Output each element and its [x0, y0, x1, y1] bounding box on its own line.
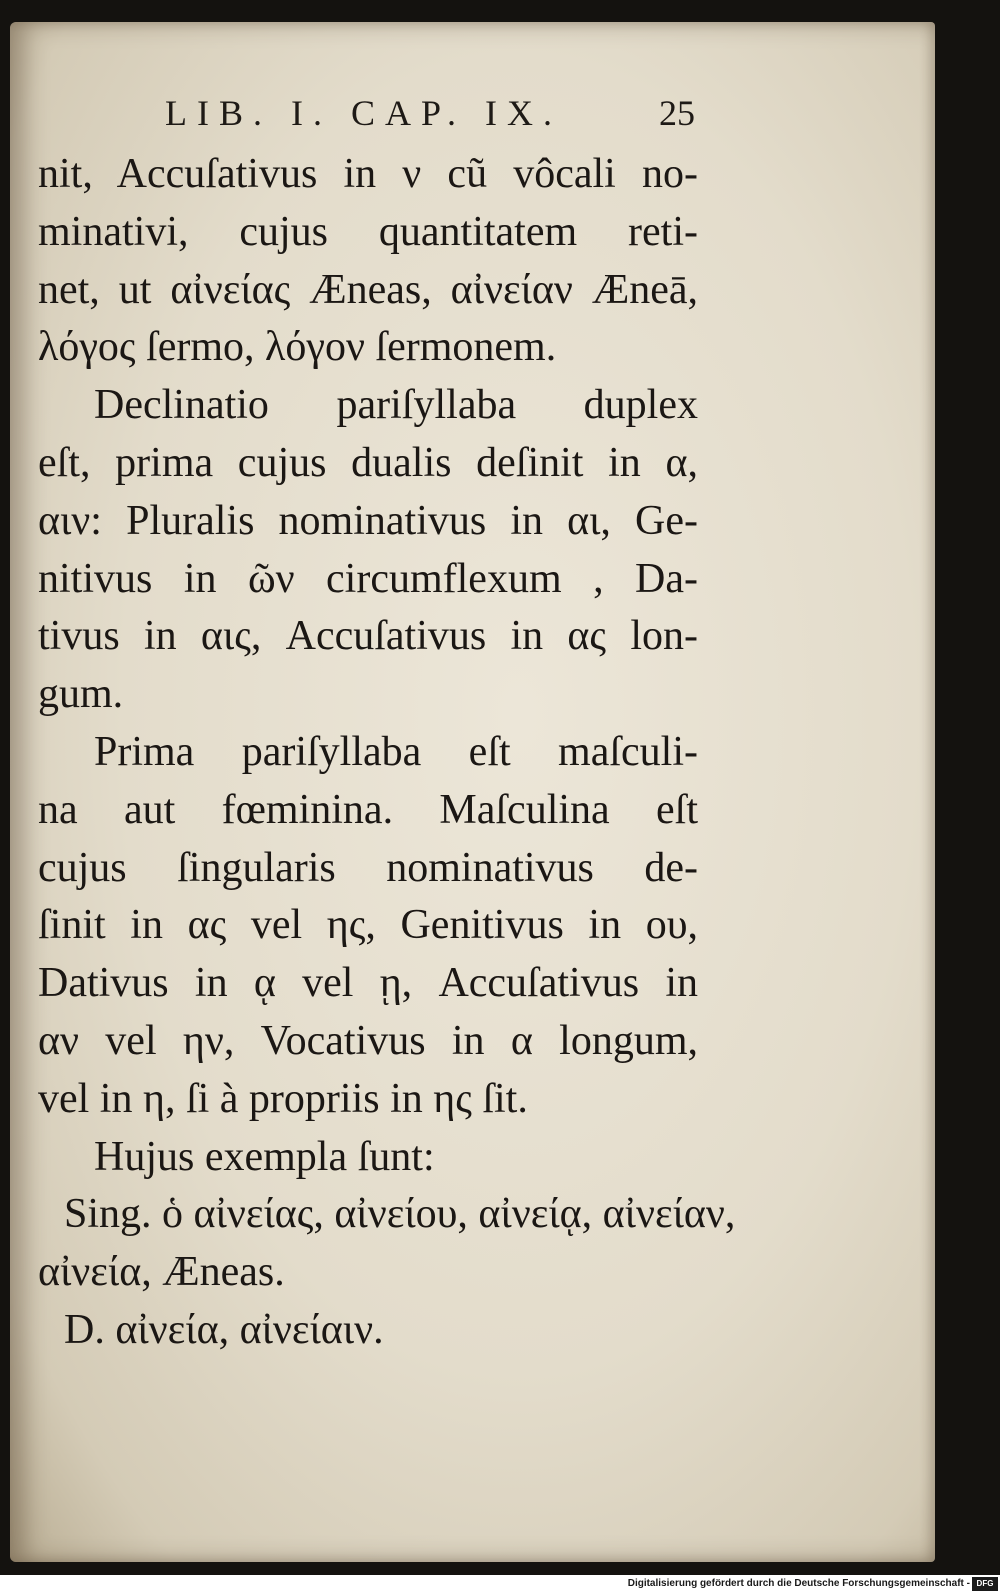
- footer-credit: Digitalisierung gefördert durch die Deutsche Forschungsgemeinschaft -: [627, 1578, 970, 1589]
- text-line-17: vel in η, ſi à propriis in ης ſit.: [38, 1075, 528, 1122]
- text-line-2: minativi, cujus quantitatem reti-: [38, 208, 698, 255]
- text-line-16: αν vel ην, Vocativus in α longum,: [38, 1017, 698, 1064]
- body-text: [38, 146, 736, 1360]
- dfg-logo: DFG: [972, 1577, 998, 1591]
- text-line-5: Declinatio pariſyllaba duplex: [94, 382, 698, 429]
- page-number: 25: [659, 93, 695, 133]
- paradigm-line-singular: Sing. ὁ αἰνείας, αἰνείου, αἰνείᾳ, αἰνείαν,: [64, 1191, 736, 1238]
- text-line-10: gum.: [38, 671, 124, 718]
- text-line-13: cujus ſingularis nominativus de-: [38, 844, 698, 891]
- text-line-7: αιν: Pluralis nominativus in αι, Ge-: [38, 497, 698, 544]
- paradigm-line-dual: D. αἰνεία, αἰνείαιν.: [64, 1306, 384, 1353]
- text-line-9: tivus in αις, Accuſativus in ας lon-: [38, 613, 698, 660]
- text-line-14: ſinit in ας vel ης, Genitivus in ου,: [38, 902, 698, 949]
- text-line-1: nit, Accuſativus in ν cũ vôcali no-: [38, 151, 698, 197]
- text-line-18: Hujus exempla ſunt:: [94, 1133, 435, 1180]
- text-line-8: nitivus in ῶν circumflexum , Da-: [38, 555, 698, 602]
- running-head-title: LIB. I. CAP. IX.: [165, 93, 563, 133]
- paradigm-line-singular-cont: αἰνεία, Æneas.: [38, 1249, 285, 1296]
- footer: [0, 1575, 1000, 1595]
- text-line-11: Prima pariſyllaba eſt maſculi-: [94, 728, 698, 775]
- text-line-6: eſt, prima cujus dualis deſinit in α,: [38, 439, 698, 486]
- running-head: [165, 92, 705, 142]
- text-line-12: na aut fœminina. Maſculina eſt: [38, 786, 698, 833]
- text-line-3: net, ut αἰνείας Æneas, αἰνείαν Æneā,: [38, 266, 698, 313]
- text-line-15: Dativus in ᾳ vel ῃ, Accuſativus in: [38, 960, 698, 1007]
- text-line-4: λόγος ſermo, λόγον ſermonem.: [38, 324, 557, 371]
